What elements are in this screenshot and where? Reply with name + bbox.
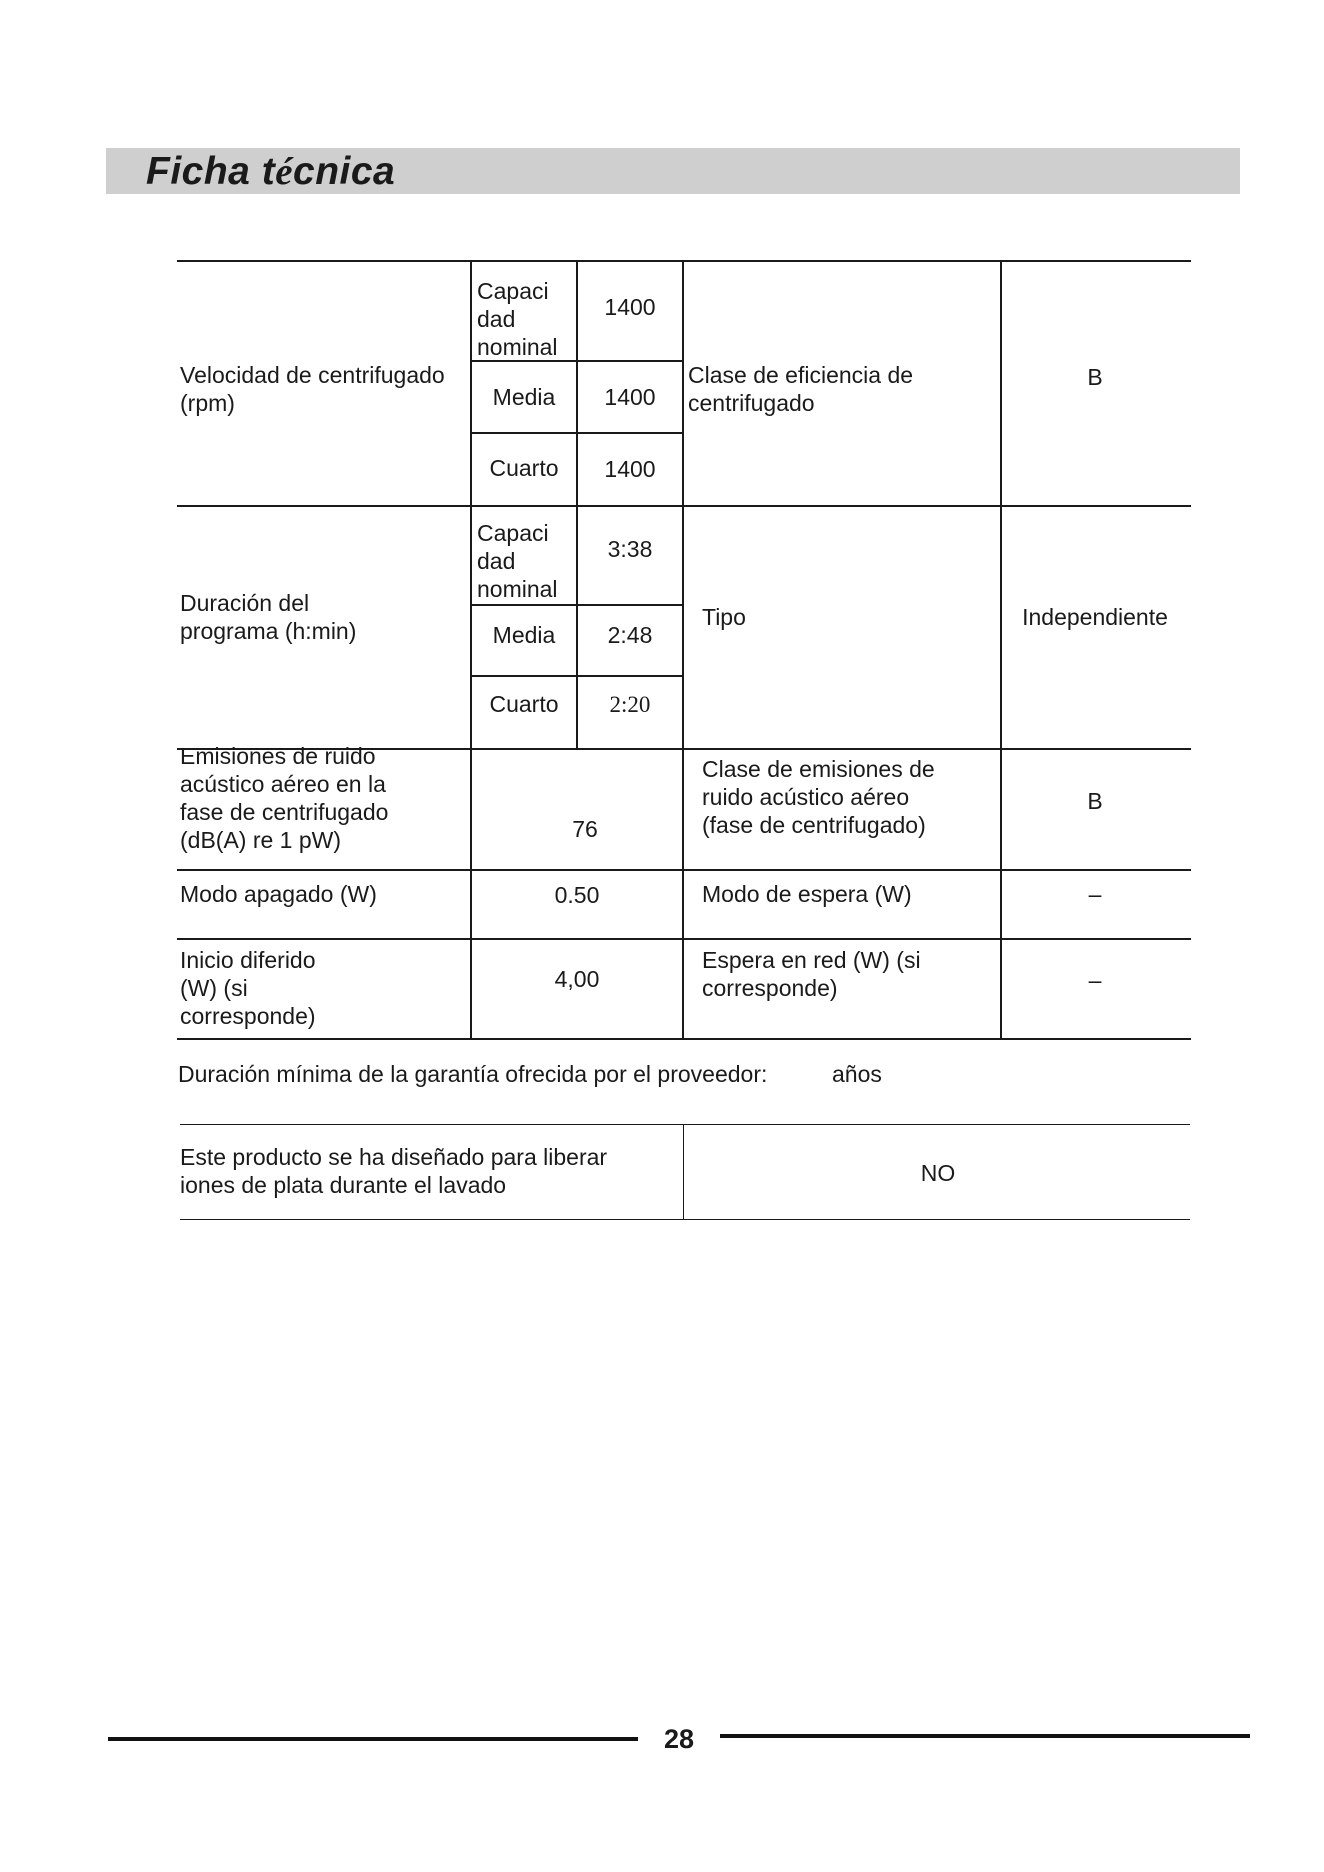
table-line-noise-bottom	[177, 869, 1191, 871]
duration-value-rated: 3:38	[607, 536, 653, 562]
table-line-top	[177, 260, 1191, 262]
spin-value-rated: 1400	[604, 294, 656, 320]
duration-label: Duración del programa (h:min)	[180, 590, 357, 644]
table-vline-2	[576, 260, 578, 749]
type-value: Independiente	[1022, 604, 1168, 630]
footer-line-left	[108, 1737, 638, 1741]
spin-efficiency-label: Clase de eficiencia de centrifugado	[688, 362, 914, 416]
table-line-bottom	[177, 1038, 1191, 1040]
spin-value-quarter: 1400	[604, 456, 656, 482]
silver-line-top	[180, 1124, 1190, 1125]
title-text-accent: é	[275, 150, 293, 193]
page-title	[146, 149, 395, 194]
standby-value: –	[1088, 881, 1102, 907]
spin-load-quarter: Cuarto	[489, 455, 559, 481]
silver-vline	[683, 1124, 684, 1219]
duration-load-half: Media	[492, 622, 556, 648]
title-bar	[106, 148, 1240, 194]
noise-class-value: B	[1087, 788, 1103, 814]
noise-class-label: Clase de emisiones de ruido acústico aéreo (fase de centrifugado)	[702, 756, 935, 838]
spin-load-rated: Capaci dad nominal	[477, 278, 558, 360]
footer-line-right	[720, 1734, 1250, 1738]
warranty-text: Duración mínima de la garantía ofrecida por el proveedor:	[178, 1061, 768, 1087]
delay-start-label: Inicio diferido (W) (si corresponde)	[180, 947, 316, 1029]
standby-label: Modo de espera (W)	[702, 881, 912, 907]
silver-line-bottom	[180, 1219, 1190, 1220]
type-label: Tipo	[702, 604, 746, 630]
noise-label: Emisiones de ruido acústico aéreo en la fase de centrifugado (dB(A) re 1 pW)	[180, 743, 389, 853]
page-number: 28	[664, 1724, 695, 1754]
table-line-spin-bottom	[177, 505, 1191, 507]
title-text-part1: Ficha t	[146, 150, 276, 193]
off-mode-label: Modo apagado (W)	[180, 881, 377, 907]
off-mode-value: 0.50	[554, 882, 600, 908]
title-text-part2: cnica	[293, 150, 396, 193]
duration-value-quarter: 2:20	[609, 692, 651, 717]
network-standby-value: –	[1088, 967, 1102, 993]
duration-load-rated: Capaci dad nominal	[477, 520, 558, 602]
silver-ion-value: NO	[920, 1160, 956, 1186]
spin-value-half: 1400	[604, 384, 656, 410]
silver-ion-label: Este producto se ha diseñado para liberar iones de plata durante el lavado	[180, 1144, 608, 1198]
spin-load-half: Media	[492, 384, 556, 410]
table-vline-1	[470, 260, 472, 1039]
network-standby-label: Espera en red (W) (si corresponde)	[702, 947, 921, 1001]
spin-speed-label: Velocidad de centrifugado (rpm)	[180, 362, 445, 416]
table-line-offmode-bottom	[177, 938, 1191, 940]
delay-start-value: 4,00	[554, 966, 600, 992]
duration-value-half: 2:48	[607, 622, 653, 648]
warranty-unit: años	[832, 1061, 882, 1087]
duration-load-quarter: Cuarto	[489, 691, 559, 717]
spin-efficiency-value: B	[1087, 364, 1103, 390]
noise-value: 76	[572, 816, 598, 842]
table-vline-3	[682, 260, 684, 1039]
